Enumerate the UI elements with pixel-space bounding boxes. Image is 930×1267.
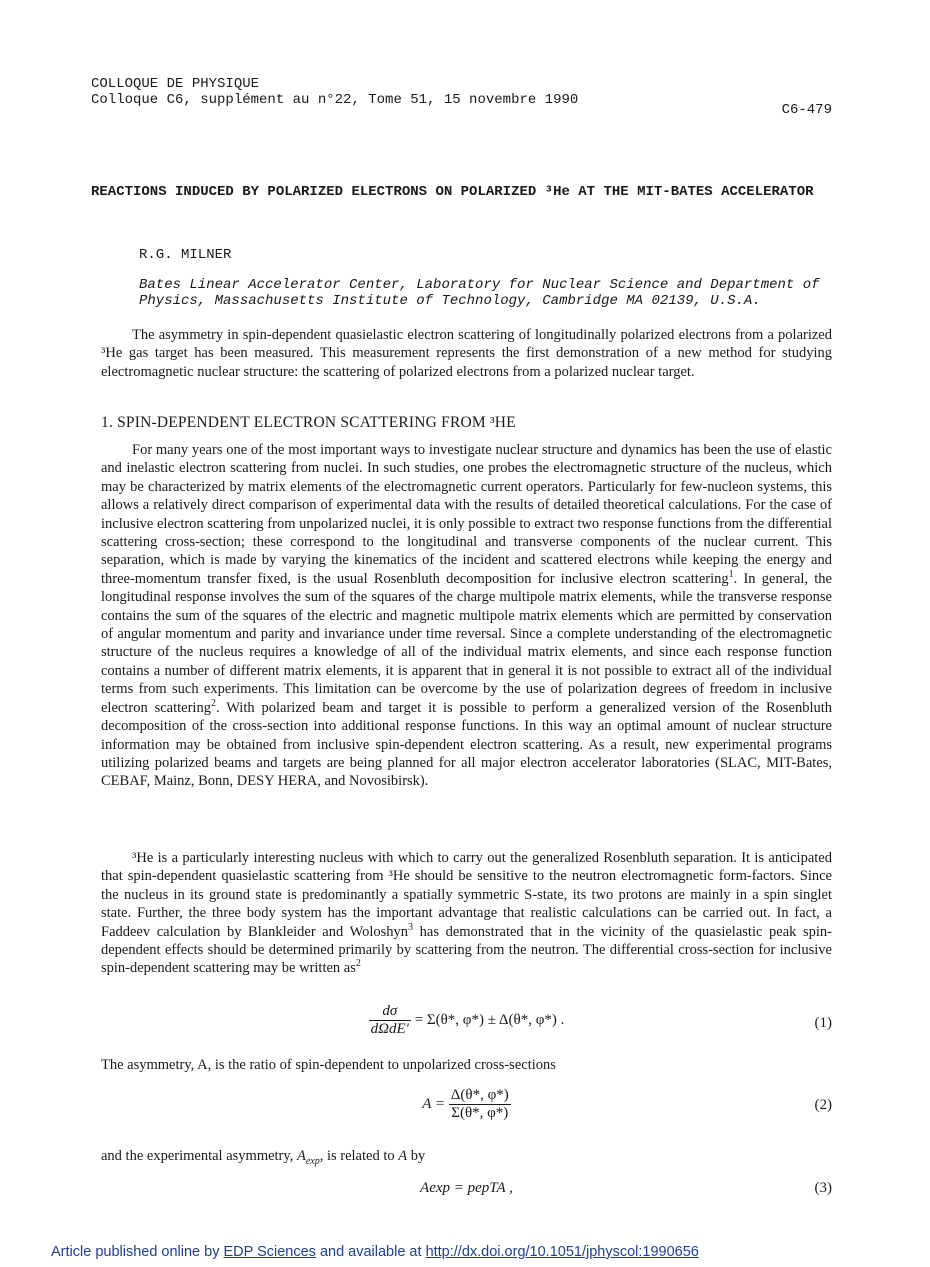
footer-middle: and available at [315,1244,426,1260]
publication-footer [51,1244,699,1260]
p2-text-a: ³He is a particularly interesting nucleus with which to carry out the generalized Rosenbluth separation. It is anticipated that spin-dependent quasielastic scattering from ³He should be sensitive to the neutron electromagnetic form-factors. Since the nucleus in its ground state is predominantly a spatially symmetric S-state, its two protons are mainly in a spin singlet state. Further, the three body system has the important advantage that realistic calculations can be carried out. In fact, a Faddeev calculation by Blankleider and Woloshyn [101,850,832,940]
paragraph-4 [101,1147,832,1171]
p1-text-b: . In general, the longitudinal response involves the sum of the squares of the charge multipole matrix elements, while the transverse response contains the sum of the squares of the electric and magnetic multipole matrix elements which are permitted by conservation of angular momentum and parity and invariance under time reversal. Since a complete understanding of the electromagnetic structure of the nucleus requires a knowledge of all of the individual matrix elements, and since each response function contains a number of different matrix elements, it is apparent that in general it is not possible to extract all of the individual terms from such experiments. This limitation can be overcome by the use of polarization degrees of freedom in inclusive electron scattering [101,570,832,716]
eq2-label: (2) [814,1097,832,1113]
eq3-formula: Aexp = pepTA , [420,1180,513,1196]
eq1-numerator: dσ [369,1003,411,1021]
doi-link[interactable]: http://dx.doi.org/10.1051/jphyscol:1990656 [425,1244,699,1260]
eq1-denominator: dΩdE′ [370,1021,409,1037]
p3-text: The asymmetry, A, is the ratio of spin-dependent to unpolarized cross-sections [101,1057,556,1073]
equation-3 [101,1180,832,1202]
p4-symbol-a2: A [398,1148,408,1164]
equation-1 [101,1003,832,1045]
eq2-numerator: Δ(θ*, φ*) [450,1087,509,1103]
paragraph-1 [101,441,832,791]
paper-title: REACTIONS INDUCED BY POLARIZED ELECTRONS ON POLARIZED ³He AT THE MIT-BATES ACCELERATOR [91,184,814,200]
p4-subscript-exp: exp [305,1155,320,1167]
eq1-label: (1) [814,1015,832,1031]
eq1-fraction [369,1003,411,1038]
paragraph-2 [101,849,832,978]
abstract-text: The asymmetry in spin-dependent quasielastic electron scattering of longitudinally polarized electrons from a polarized ³He gas target has been measured. This measurement represents the first demonstration of a new method for studying electromagnetic nuclear structure: the scattering of polarized electrons from a polarized nuclear target. [101,327,832,380]
abstract [101,326,832,381]
p4-symbol-a: A [296,1148,306,1164]
journal-header [91,76,578,108]
page-number: C6-479 [781,102,832,118]
paper-author: R.G. MILNER [139,247,232,263]
p4-text-b: , is related to [319,1148,399,1164]
paragraph-3 [101,1056,832,1074]
journal-name: COLLOQUE DE PHYSIQUE [91,76,260,92]
eq3-label: (3) [814,1180,832,1196]
eq2-denominator: Σ(θ*, φ*) [451,1105,509,1121]
eq2-lhs: A = [422,1095,446,1112]
journal-issue: Colloque C6, supplément au n°22, Tome 51, 15 novembre 1990 [91,92,579,108]
paper-affiliation: Bates Linear Accelerator Center, Laboratory for Nuclear Science and Department of Physics, Massachusetts Institute of Technology, Cambridge MA 02139, U.S.A. [139,277,820,309]
citation-3: 3 [408,921,414,933]
edp-sciences-link[interactable]: EDP Sciences [223,1244,316,1260]
citation-2: 2 [210,697,216,709]
citation-1: 1 [728,569,734,581]
p4-text-c: by [407,1148,426,1164]
p1-text-a: For many years one of the most important ways to investigate nuclear structure and dynamics has been the use of elastic and inelastic electron scattering from nuclei. In such studies, one probes the electromagnetic structure of the nucleus, which may be characterized by matrix elements of the electromagnetic current operators. Particularly for few-nucleon systems, this allows a relatively direct comparison of experimental data with the results of detailed theoretical calculations. For the case of inclusive electron scattering from unpolarized nuclei, it is only possible to extract two response functions from the differential scattering cross-section; these correspond to the longitudinal and transverse components of the nuclear current. This separation, which is made by varying the kinematics of the incident and scattered electrons while keeping the energy and three-momentum transfer fixed, is the usual Rosenbluth decomposition for inclusive electron scattering [101,442,832,587]
p2-text-b: has demonstrated that in the vicinity of the quasielastic peak spin-dependent effects should be determined primarily by scattering from the neutron. The differential cross-section for inclusive spin-dependent scattering may be written as [101,923,832,977]
eq1-rhs: = Σ(θ*, φ*) ± Δ(θ*, φ*) . [414,1011,565,1028]
p4-text-a: and the experimental asymmetry, [101,1148,297,1164]
eq2-fraction [449,1087,511,1122]
equation-2 [101,1087,832,1131]
citation-2b: 2 [355,958,361,970]
p1-text-c: . With polarized beam and target it is possible to perform a generalized version of the Rosenbluth decomposition of the cross-section into additional response functions. In this way an optimal amount of nuclear structure information may be obtained from inclusive spin-dependent electron scattering. As a result, new experimental programs utilizing polarized beams and targets are being planned for all major electron accelerator laboratories (SLAC, MIT-Bates, CEBAF, Mainz, Bonn, DESY HERA, and Novosibirsk). [101,699,832,790]
section-heading: 1. SPIN-DEPENDENT ELECTRON SCATTERING FROM ³HE [101,414,516,431]
footer-prefix: Article published online by [51,1244,224,1260]
